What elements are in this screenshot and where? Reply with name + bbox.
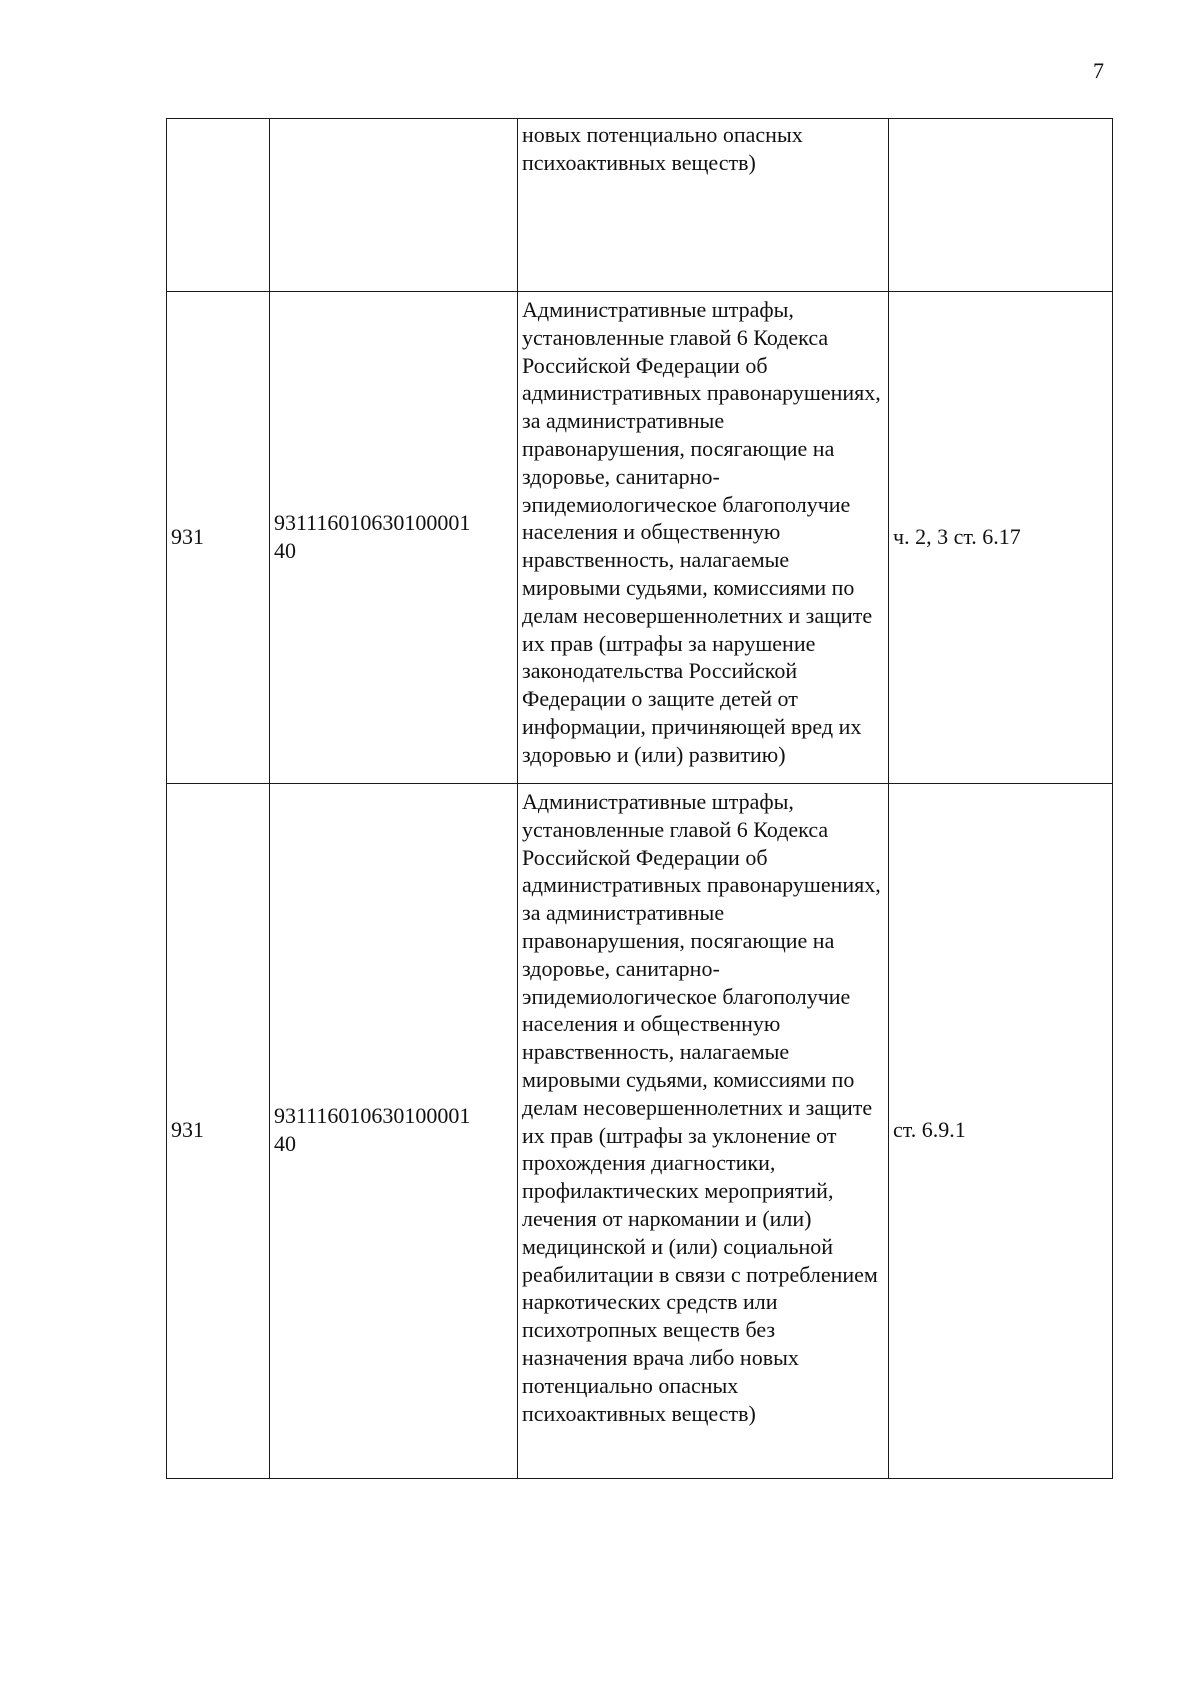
budget-classification-table xyxy=(166,118,1113,1479)
kbk-code-cell xyxy=(270,292,518,784)
table-row xyxy=(167,292,1113,784)
description-cell: Административные штрафы, установленные главой 6 Кодекса Российской Федерации об административных правонарушениях, за административные правонарушения, посягающие на здоровье, санитарно-эпидемиологическое благополучие населения и общественную нравственность, налагаемые мировыми судьями, комиссиями по делам несовершеннолетних и защите их прав (штрафы за нарушение законодательства Российской Федерации о защите детей от информации, причиняющей вред их здоровью и (или) развитию) xyxy=(518,292,889,784)
kbk-code: 93111601063010000140 xyxy=(274,1103,471,1156)
description-cell: Административные штрафы, установленные главой 6 Кодекса Российской Федерации об административных правонарушениях, за административные правонарушения, посягающие на здоровье, санитарно-эпидемиологическое благополучие населения и общественную нравственность, налагаемые мировыми судьями, комиссиями по делам несовершеннолетних и защите их прав (штрафы за уклонение от прохождения диагностики, профилактических мероприятий, лечения от наркомании и (или) медицинской и (или) социальной реабилитации в связи с потреблением наркотических средств или психотропных веществ без назначения врача либо новых потенциально опасных психоактивных веществ) xyxy=(518,784,889,1479)
article-reference-cell xyxy=(889,119,1113,292)
kbk-code-cell xyxy=(270,119,518,292)
kbk-code-cell xyxy=(270,784,518,1479)
article-reference-cell: ст. 6.9.1 xyxy=(889,784,1113,1479)
admin-code-cell: 931 xyxy=(167,784,270,1479)
table-row xyxy=(167,784,1113,1479)
admin-code-cell: 931 xyxy=(167,292,270,784)
description-cell: новых потенциально опасных психоактивных веществ) xyxy=(518,119,889,292)
kbk-code: 93111601063010000140 xyxy=(274,509,471,563)
table-row xyxy=(167,119,1113,292)
article-reference-cell: ч. 2, 3 ст. 6.17 xyxy=(889,292,1113,784)
page-number: 7 xyxy=(1093,58,1104,83)
admin-code-cell xyxy=(167,119,270,292)
